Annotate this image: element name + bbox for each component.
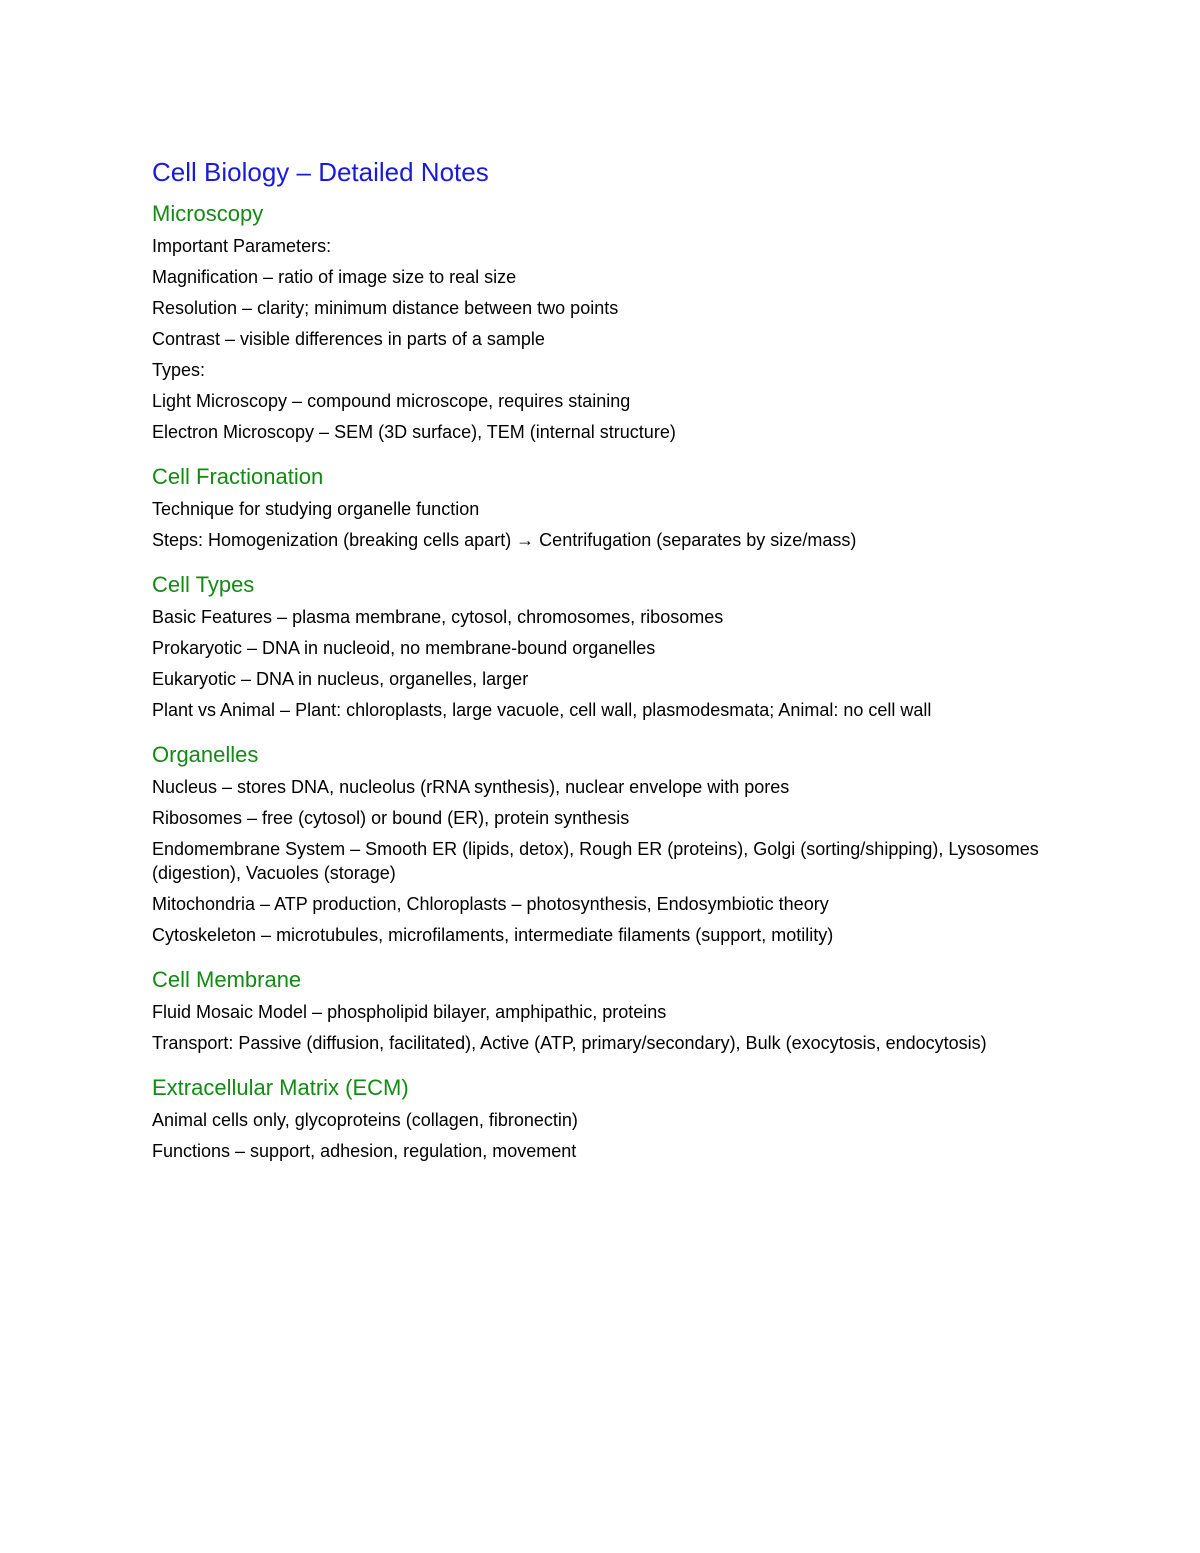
note-line: Transport: Passive (diffusion, facilitated), Active (ATP, primary/secondary), Bulk (exocytosis, endocytosis) [152, 1033, 987, 1053]
section-heading: Organelles [152, 742, 259, 767]
note-line: Ribosomes – free (cytosol) or bound (ER), protein synthesis [152, 808, 630, 828]
note-line: Plant vs Animal – Plant: chloroplasts, large vacuole, cell wall, plasmodesmata; Animal: no cell wall [152, 700, 932, 720]
section-heading: Extracellular Matrix (ECM) [152, 1075, 409, 1100]
section-cell-fractionation [152, 462, 1052, 552]
note-line: Contrast – visible differences in parts of a sample [152, 329, 545, 349]
note-line: Important Parameters: [152, 236, 332, 256]
section-heading: Microscopy [152, 201, 264, 226]
section-microscopy [152, 199, 1052, 444]
note-line: Types: [152, 360, 206, 380]
note-line: Endomembrane System – Smooth ER (lipids, detox), Rough ER (proteins), Golgi (sorting/shipping), Lysosomes (digestion), Vacuoles (storage) [152, 839, 1039, 883]
section-cell-membrane [152, 965, 1052, 1055]
note-line: Magnification – ratio of image size to real size [152, 267, 517, 287]
section-cell-types [152, 570, 1052, 722]
note-line: Mitochondria – ATP production, Chloroplasts – photosynthesis, Endosymbiotic theory [152, 894, 829, 914]
section-heading: Cell Membrane [152, 967, 302, 992]
note-line: Electron Microscopy – SEM (3D surface), TEM (internal structure) [152, 422, 676, 442]
note-line: Eukaryotic – DNA in nucleus, organelles, larger [152, 669, 529, 689]
note-line: Cytoskeleton – microtubules, microfilaments, intermediate filaments (support, motility) [152, 925, 834, 945]
section-organelles [152, 740, 1052, 947]
note-line: Nucleus – stores DNA, nucleolus (rRNA synthesis), nuclear envelope with pores [152, 777, 790, 797]
note-line: Resolution – clarity; minimum distance between two points [152, 298, 619, 318]
note-line: Technique for studying organelle function [152, 499, 480, 519]
note-line: Steps: Homogenization (breaking cells apart) → Centrifugation (separates by size/mass) [152, 530, 857, 550]
note-line: Animal cells only, glycoproteins (collagen, fibronectin) [152, 1110, 578, 1130]
section-heading: Cell Types [152, 572, 255, 597]
section-heading: Cell Fractionation [152, 464, 324, 489]
section-extracellular-matrix [152, 1073, 1052, 1163]
note-line: Basic Features – plasma membrane, cytosol, chromosomes, ribosomes [152, 607, 724, 627]
note-line: Fluid Mosaic Model – phospholipid bilayer, amphipathic, proteins [152, 1002, 667, 1022]
note-line: Prokaryotic – DNA in nucleoid, no membrane-bound organelles [152, 638, 656, 658]
document-title: Cell Biology – Detailed Notes [152, 157, 489, 187]
note-line: Functions – support, adhesion, regulation, movement [152, 1141, 577, 1161]
document-content [152, 155, 1052, 1181]
note-line: Light Microscopy – compound microscope, requires staining [152, 391, 631, 411]
